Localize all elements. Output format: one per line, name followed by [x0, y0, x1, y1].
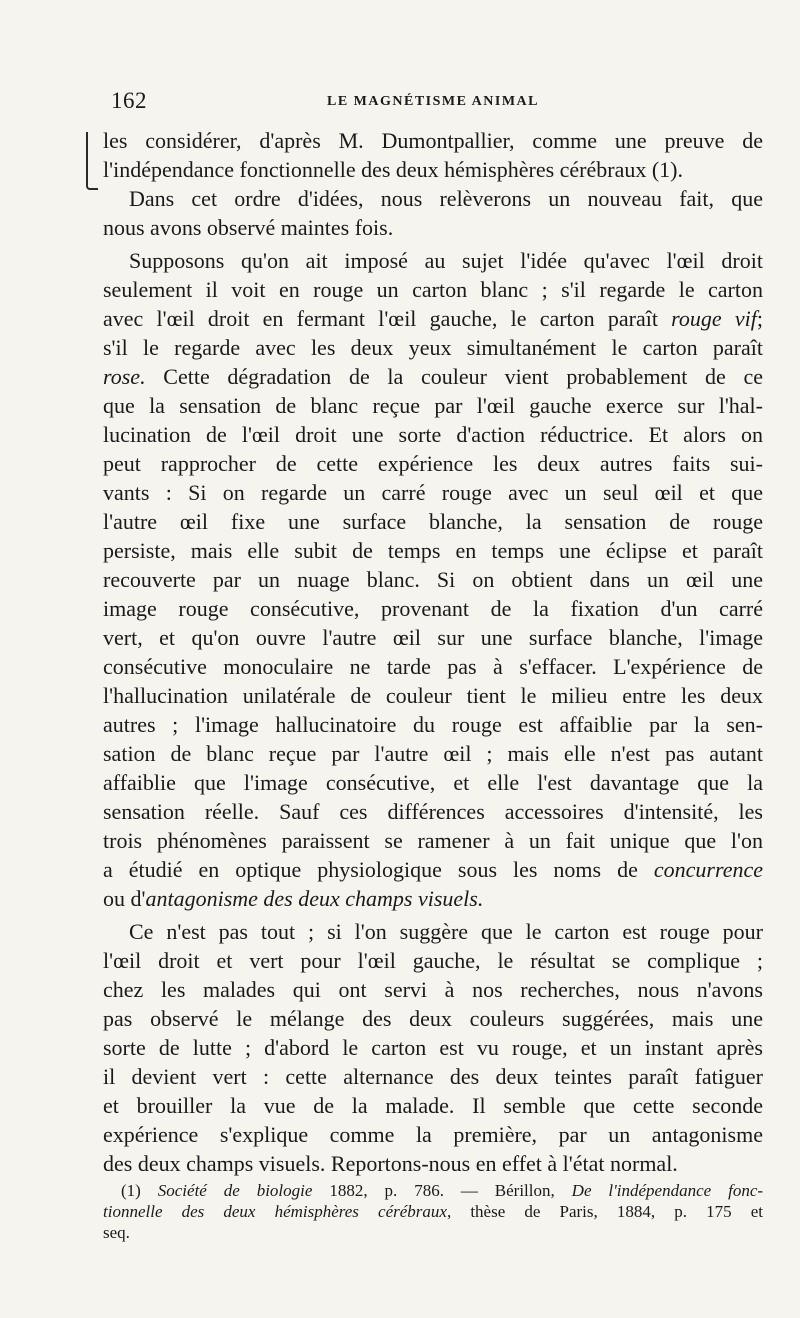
footnote-line: [103, 1201, 763, 1222]
text-line: l'hallucination unilatérale de couleur tient le milieu entre les deux: [103, 683, 763, 708]
footnote-line: [103, 1180, 763, 1201]
text-line: sorte de lutte ; d'abord le carton est vu rouge, et un instant après: [103, 1035, 763, 1060]
footnote-italic: De l'indépendance fonc-: [571, 1181, 764, 1200]
text-line: chez les malades qui ont servi à nos recherches, nous n'avons: [103, 977, 763, 1002]
text-line: [103, 855, 763, 884]
italic-antagonisme: antagonisme des deux champs visuels.: [145, 886, 484, 911]
text-line: affaiblie que l'image consécutive, et elle l'est davantage que la: [103, 770, 763, 795]
footnote-text: , thèse de Paris, 1884, p. 175 et: [446, 1202, 763, 1221]
text-line: vants : Si on regarde un carré rouge avec un seul œil et que: [103, 480, 763, 505]
italic-rose: rose.: [103, 364, 146, 389]
text-line: l'autre œil fixe une surface blanche, la sensation de rouge: [103, 509, 763, 534]
text-segment: a étudié en optique physiologique sous les noms de: [103, 857, 654, 882]
text-line: que la sensation de blanc reçue par l'œil gauche exerce sur l'hal-: [103, 393, 763, 418]
text-line: persiste, mais elle subit de temps en temps une éclipse et paraît: [103, 538, 763, 563]
text-line: des deux champs visuels. Reportons-nous en effet à l'état normal.: [103, 1151, 678, 1176]
text-segment: avec l'œil droit en fermant l'œil gauche, le carton paraît: [103, 306, 672, 331]
margin-bracket-mark: [86, 132, 98, 190]
text-line: Supposons qu'on ait imposé au sujet l'idée qu'avec l'œil droit: [129, 248, 763, 273]
footnote-italic: tionnelle des deux hémisphères cérébraux: [103, 1202, 447, 1221]
text-line: [103, 362, 763, 391]
text-line: nous avons observé maintes fois.: [103, 215, 394, 240]
italic-rouge-vif: rouge vif: [671, 306, 757, 331]
text-line: vert, et qu'on ouvre l'autre œil sur une surface blanche, l'image: [103, 625, 763, 650]
italic-concurrence: concurrence: [653, 857, 763, 882]
text-line: sation de blanc reçue par l'autre œil ; mais elle n'est pas autant: [103, 741, 763, 766]
text-line: et brouiller la vue de la malade. Il semble que cette seconde: [103, 1093, 763, 1118]
text-line: Ce n'est pas tout ; si l'on suggère que le carton est rouge pour: [129, 919, 763, 944]
running-title: LE MAGNÉTISME ANIMAL: [326, 94, 540, 109]
text-line: Dans cet ordre d'idées, nous relèverons un nouveau fait, que: [129, 186, 763, 211]
text-line: expérience s'explique comme la première, par un antagonisme: [103, 1122, 763, 1147]
text-line: autres ; l'image hallucinatoire du rouge est affaiblie par la sen-: [103, 712, 763, 737]
text-segment: ou d': [103, 886, 146, 911]
text-line: les considérer, d'après M. Dumontpallier, comme une preuve de: [103, 128, 763, 153]
page-number: 162: [111, 88, 147, 113]
text-line: sensation réelle. Sauf ces différences accessoires d'intensité, les: [103, 799, 763, 824]
text-line: [103, 884, 763, 913]
paragraph-3: [103, 246, 763, 913]
text-line: pas observé le mélange des deux couleurs suggérées, mais une: [103, 1006, 763, 1031]
text-line: l'œil droit et vert pour l'œil gauche, le résultat se complique ;: [103, 948, 763, 973]
footnote: [103, 1180, 763, 1243]
text-line: image rouge consécutive, provenant de la fixation d'un carré: [103, 596, 763, 621]
paragraph-2: [103, 184, 763, 242]
footnote-line: seq.: [103, 1223, 130, 1242]
body-text: [103, 126, 763, 1178]
text-line: lucination de l'œil droit une sorte d'action réductrice. Et alors on: [103, 422, 763, 447]
text-line: trois phénomènes paraissent se ramener à un fait unique que l'on: [103, 828, 763, 853]
footnote-text: 1882, p. 786. — Bérillon,: [312, 1181, 572, 1200]
footnote-italic: Société de biologie: [157, 1181, 313, 1200]
text-segment: Cette dégradation de la couleur vient probablement de ce: [145, 364, 763, 389]
text-line: seulement il voit en rouge un carton blanc ; s'il regarde le carton: [103, 277, 763, 302]
paragraph-1: [103, 126, 763, 184]
footnote-marker: (1): [121, 1181, 158, 1200]
text-line: il devient vert : cette alternance des deux teintes paraît fatiguer: [103, 1064, 763, 1089]
text-line: peut rapprocher de cette expérience les deux autres faits sui-: [103, 451, 763, 476]
text-line: avec l'œil droit en fermant l'œil gauche, le carton paraît rouge vif;: [103, 306, 764, 331]
text-line: consécutive monoculaire ne tarde pas à s'effacer. L'expérience de: [103, 654, 763, 679]
page-header: [103, 88, 763, 118]
text-line: recouverte par un nuage blanc. Si on obtient dans un œil une: [103, 567, 763, 592]
text-line: l'indépendance fonctionnelle des deux hémisphères cérébraux (1).: [103, 157, 684, 182]
text-line: s'il le regarde avec les deux yeux simultanément le carton paraît: [103, 335, 763, 360]
paragraph-4: [103, 917, 763, 1178]
